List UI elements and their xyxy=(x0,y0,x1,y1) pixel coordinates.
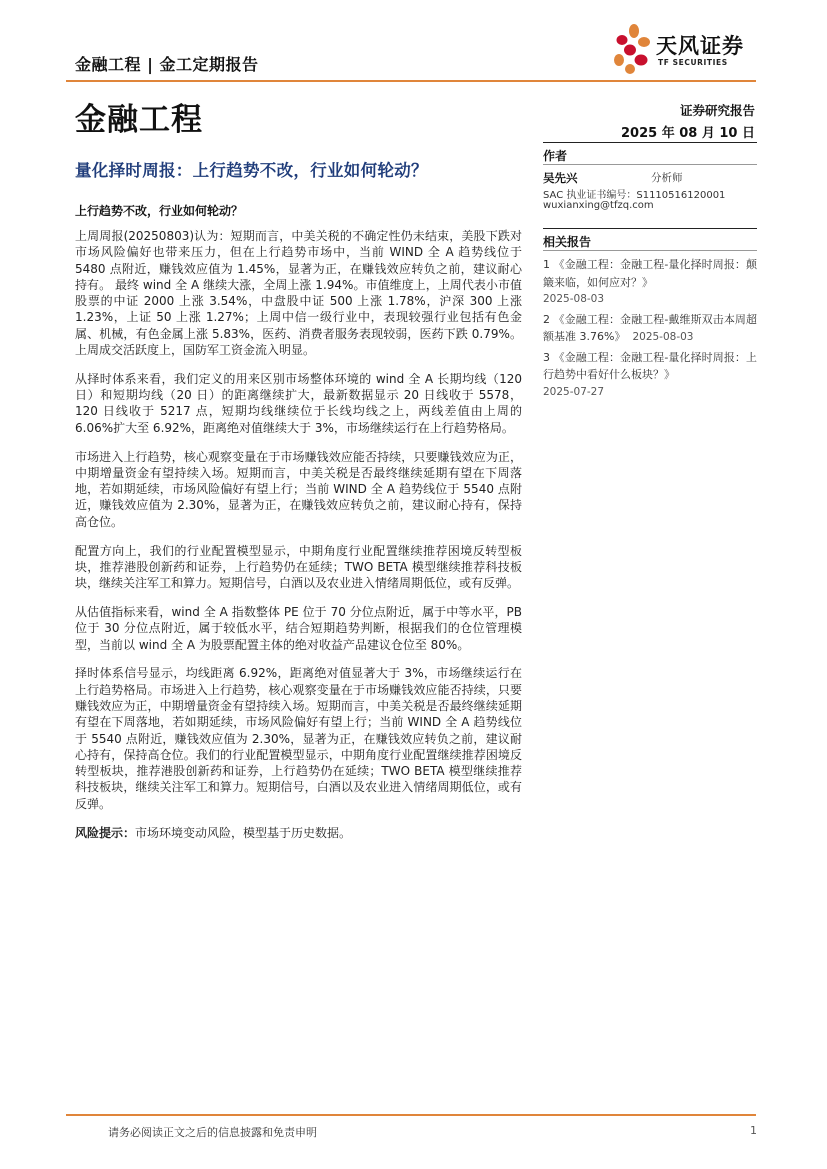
related-report-item[interactable] xyxy=(543,256,757,309)
related-divider xyxy=(543,250,757,251)
author-role: 分析师 xyxy=(651,172,683,184)
author-heading: 作者 xyxy=(543,149,568,163)
body-paragraph: 择时体系信号显示，均线距离 6.92%，距离绝对值显著大于 3%，市场继续运行在上行趋势格局。市场进入上行趋势，核心观察变量在于市场赚钱效应能否持续，只要赚钱效应为正，中期增量资金有望持续入场。短期而言，中美关税是否最终继续延期有望在下周落地，若如期延续，市场风险偏好有望上行；当前 WIND 全 A 趋势线位于 5540 点附近，赚钱效应值为 2.30%，显著为正，在赚钱效应转负之前，建议耐心持有，保持高仓位。我们的行业配置模型显示，中期角度行业配置继续推荐困境反转型板块，推荐港股创新药和证券，上行趋势仍在延续；TWO BETA 模型继续推荐科技板块，继续关注军工和算力。短期信号，白酒以及农业进入情绪周期低位，或有反弹。 xyxy=(75,666,522,811)
related-reports-list xyxy=(543,256,757,403)
main-body xyxy=(75,228,522,853)
risk-warning xyxy=(75,825,522,841)
footer-divider xyxy=(66,1114,756,1116)
related-report-title[interactable]: 1 《金融工程：金融工程-量化择时周报：颠簸来临，如何应对？》 xyxy=(543,258,757,289)
author-divider-top xyxy=(543,142,757,143)
author-email[interactable]: wuxianxing@tfzq.com xyxy=(543,200,654,211)
related-report-date: 2025-07-27 xyxy=(543,385,605,398)
author-divider xyxy=(543,164,757,165)
related-report-title[interactable]: 3 《金融工程：金融工程-量化择时周报：上行趋势中看好什么板块？》 xyxy=(543,350,757,381)
report-type: 证券研究报告 xyxy=(679,103,755,118)
report-date: 2025 年 08 月 10 日 xyxy=(621,126,755,141)
body-paragraph: 市场进入上行趋势，核心观察变量在于市场赚钱效应能否持续，只要赚钱效应为正，中期增量资金有望持续入场。短期而言，中美关税是否最终继续延期有望在下周落地，若如期延续，市场风险偏好有望上行；当前 WIND 全 A 趋势线位于 5540 点附近，赚钱效应值为 2.30%，显著为正，在赚钱效应转负之前，建议耐心持有，保持高仓位。 xyxy=(75,449,522,529)
section-heading: 上行趋势不改，行业如何轮动？ xyxy=(75,204,244,218)
risk-text: 市场环境变动风险，模型基于历史数据。 xyxy=(135,825,352,840)
body-paragraph: 配置方向上，我们的行业配置模型显示，中期角度行业配置继续推荐困境反转型板块，推荐港股创新药和证券，上行趋势仍在延续；TWO BETA 模型继续推荐科技板块，继续关注军工和算力。短期信号，白酒以及农业进入情绪周期低位，或有反弹。 xyxy=(75,543,522,591)
author-name: 吴先兴 xyxy=(543,171,578,185)
report-subtitle: 量化择时周报：上行趋势不改，行业如何轮动？ xyxy=(75,161,428,180)
page-number: 1 xyxy=(750,1124,757,1137)
body-paragraph: 从估值指标来看，wind 全 A 指数整体 PE 位于 70 分位点附近，属于中等水平，PB 位于 30 分位点附近，属于较低水平，结合短期趋势判断，根据我们的仓位管理模型，当前以 wind 全 A 为股票配置主体的绝对收益产品建议仓位至 80%。 xyxy=(75,604,522,652)
related-report-date: 2025-08-03 xyxy=(632,331,694,343)
body-paragraph: 从择时体系来看，我们定义的用来区别市场整体环境的 wind 全 A 长期均线（120 日）和短期均线（20 日）的距离继续扩大，最新数据显示 20 日线收于 5578，120 日线收于 5217 点，短期均线继续位于长线均线之上，两线差值由上周的 6.06%扩大至 6.92%，距离绝对值继续大于 3%，市场继续运行在上行趋势格局。 xyxy=(75,371,522,435)
related-report-item[interactable] xyxy=(543,311,757,347)
related-report-item[interactable] xyxy=(543,349,757,402)
related-divider-top xyxy=(543,228,757,229)
page-title: 金融工程 xyxy=(75,102,203,138)
related-heading: 相关报告 xyxy=(543,235,592,249)
related-report-title[interactable]: 2 《金融工程：金融工程-戴维斯双击本周超额基准 3.76%》 2025-08-03 xyxy=(543,312,757,343)
body-paragraph: 上周周报(20250803)认为：短期而言，中美关税的不确定性仍未结束，美股下跌对市场风险偏好也带来压力，但在上行趋势市场中，当前 WIND 全 A 趋势线位于 5480 点附近，赚钱效应值为 1.45%，显著为正，在赚钱效应转负之前，建议耐心持有。 最终 wind 全 A 继续大涨，全周上涨 1.94%。市值维度上，上周代表小市值股票的中证 2000 上涨 3.54%，中盘股中证 500 上涨 1.78%，沪深 300 上涨 1.23%，上证 50 上涨 1.27%；上周中信一级行业中，表现较强行业包括有色金属、机械，有色金属上涨 5.83%，医药、消费者服务表现较弱，医药下跌 0.79%。上周成交活跃度上，国防军工资金流入明显。 xyxy=(75,229,522,358)
footer-disclaimer: 请务必阅读正文之后的信息披露和免责申明 xyxy=(108,1126,317,1139)
company-logo xyxy=(610,22,760,76)
risk-label: 风险提示： xyxy=(75,825,136,840)
related-report-date: 2025-08-03 xyxy=(543,293,605,305)
logo-english-name: TF SECURITIES xyxy=(658,58,728,67)
logo-chinese-name: 天风证券 xyxy=(656,34,744,58)
logo-mark-icon xyxy=(610,22,654,76)
author-license: SAC 执业证书编号：S1110516120001 xyxy=(543,190,726,201)
header-divider xyxy=(66,80,756,82)
header-category: 金融工程 | 金工定期报告 xyxy=(75,55,259,74)
